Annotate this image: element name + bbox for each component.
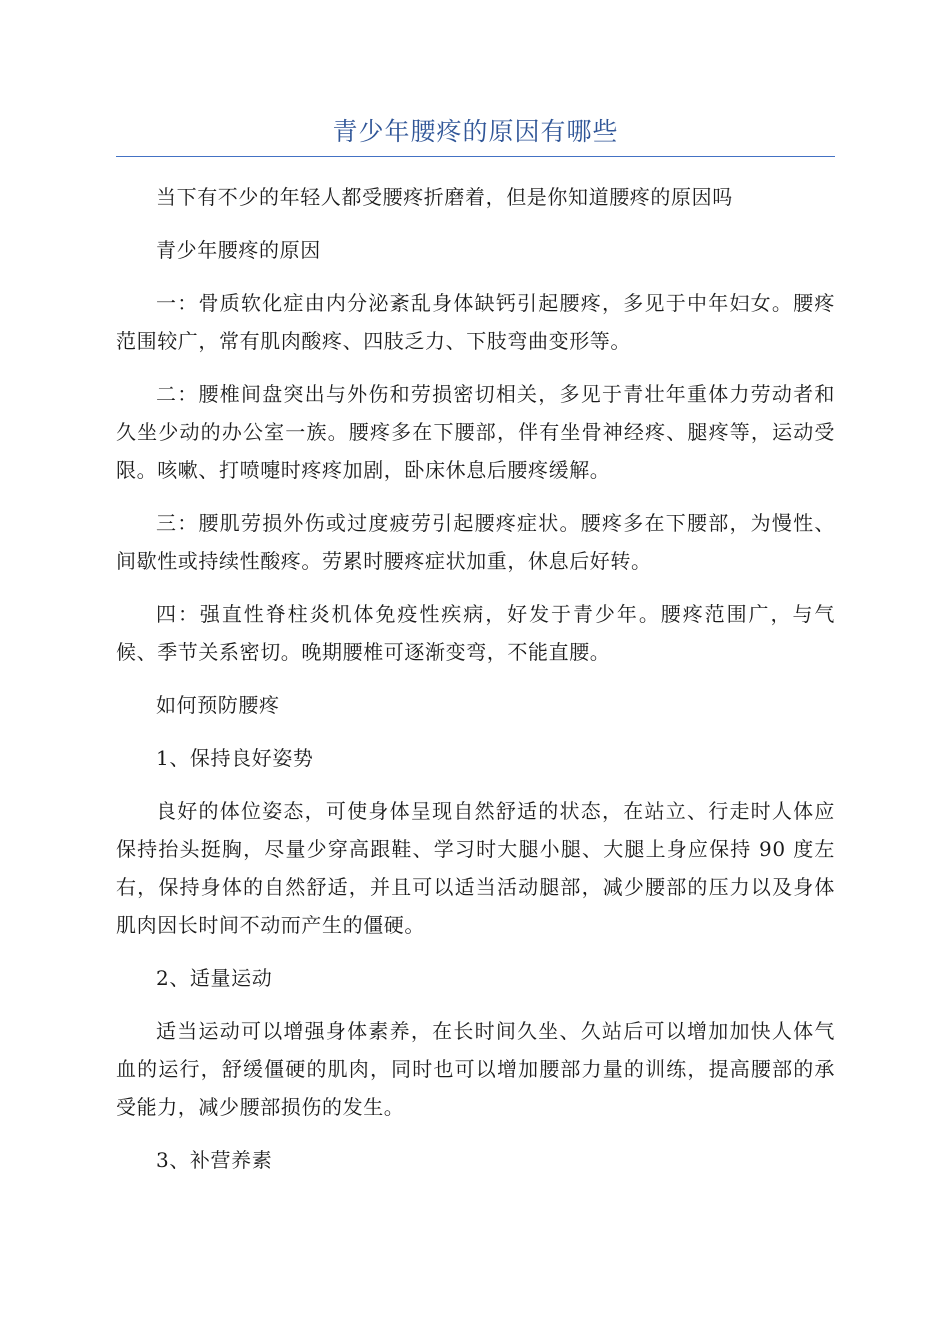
paragraph-cause-3: 三：腰肌劳损外伤或过度疲劳引起腰疼症状。腰疼多在下腰部，为慢性、间歇性或持续性酸疼。劳累时腰疼症状加重，休息后好转。 (116, 511, 835, 573)
paragraph-intro: 当下有不少的年轻人都受腰疼折磨着，但是你知道腰疼的原因吗 (156, 185, 733, 209)
heading-prevention: 如何预防腰疼 (156, 693, 280, 717)
subheading-exercise: 2、适量运动 (156, 966, 273, 990)
paragraph-cause-1: 一：骨质软化症由内分泌紊乱身体缺钙引起腰疼，多见于中年妇女。腰疼范围较广，常有肌肉酸疼、四肢乏力、下肢弯曲变形等。 (116, 291, 835, 353)
paragraph-posture: 良好的体位姿态，可使身体呈现自然舒适的状态，在站立、行走时人体应保持抬头挺胸，尽量少穿高跟鞋、学习时大腿小腿、大腿上身应保持 90 度左右，保持身体的自然舒适，并且可以适当活动腿部，减少腰部的压力以及身体肌肉因长时间不动而产生的僵硬。 (116, 799, 835, 937)
paragraph-cause-2: 二：腰椎间盘突出与外伤和劳损密切相关，多见于青壮年重体力劳动者和久坐少动的办公室一族。腰疼多在下腰部，伴有坐骨神经疼、腿疼等，运动受限。咳嗽、打喷嚏时疼疼加剧，卧床休息后腰疼缓解。 (116, 382, 835, 482)
subheading-posture: 1、保持良好姿势 (156, 746, 314, 770)
subheading-nutrition: 3、补营养素 (156, 1148, 273, 1172)
paragraph-cause-4: 四：强直性脊柱炎机体免疫性疾病，好发于青少年。腰疼范围广，与气候、季节关系密切。晚期腰椎可逐渐变弯，不能直腰。 (116, 602, 835, 664)
page-title: 青少年腰疼的原因有哪些 (332, 117, 619, 146)
paragraph-exercise: 适当运动可以增强身体素养，在长时间久坐、久站后可以增加加快人体气血的运行，舒缓僵硬的肌肉，同时也可以增加腰部力量的训练，提高腰部的承受能力，减少腰部损伤的发生。 (116, 1019, 835, 1119)
document-body (116, 178, 835, 1194)
heading-causes: 青少年腰疼的原因 (156, 238, 321, 262)
title-block (116, 112, 835, 157)
